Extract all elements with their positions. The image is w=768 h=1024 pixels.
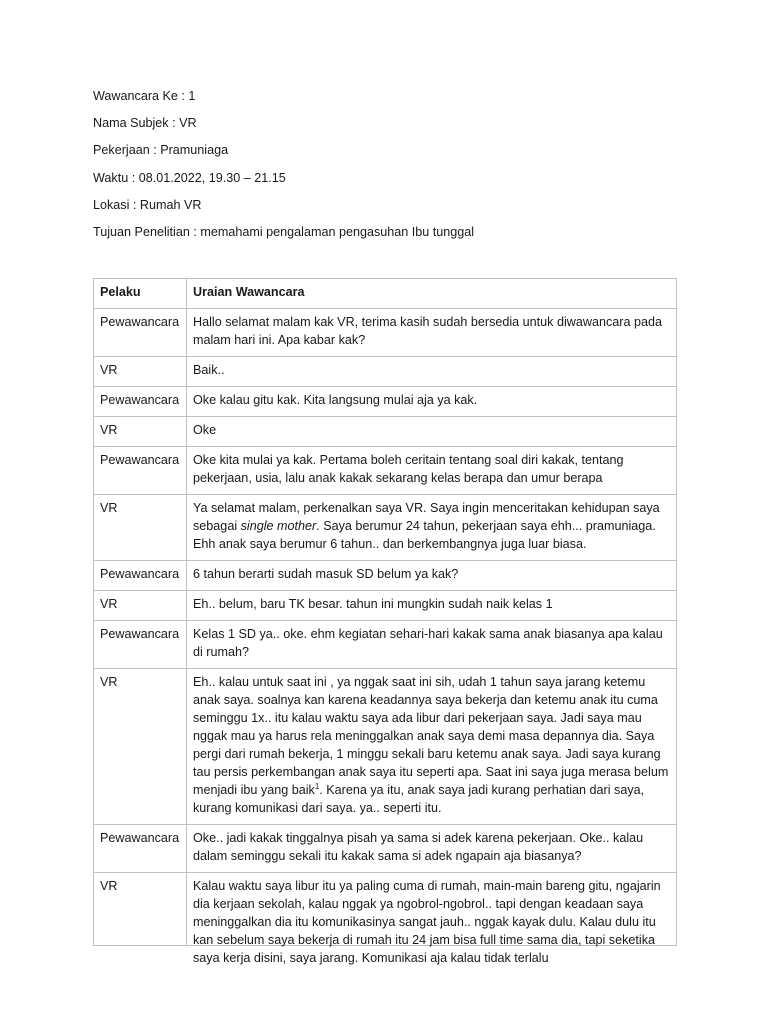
speaker-cell: VR bbox=[94, 495, 187, 561]
interview-location: Lokasi : Rumah VR bbox=[93, 197, 202, 212]
transcript-cell: Oke kita mulai ya kak. Pertama boleh ceritain tentang soal diri kakak, tentang pekerjaan, usia, lalu anak kakak sekarang kelas berapa dan umur berapa bbox=[187, 447, 677, 495]
transcript-text: Eh.. kalau untuk saat ini , ya nggak saat ini sih, udah 1 tahun saya jarang ketemu anak saya. soalnya kan karena keadannya saya bekerja dan ketemu anak itu cuma seminggu 1x.. itu kalau waktu saya ada libur dari pekerjaan saya. Jadi saya mau nggak mau ya harus rela meninggalkan anak saya demi masa depannya dia. Saya pergi dari rumah bekerja, 1 minggu sekali baru ketemu anak saya. Jadi saya kurang tau persis perkembangan anak saya itu seperti apa. Saat ini saya juga merasa belum menjadi ibu yang baik bbox=[193, 675, 669, 797]
transcript-cell: Eh.. belum, baru TK besar. tahun ini mungkin sudah naik kelas 1 bbox=[187, 591, 677, 621]
transcript-cell: Baik.. bbox=[187, 357, 677, 387]
table-row bbox=[94, 495, 677, 561]
speaker-cell: VR bbox=[94, 357, 187, 387]
transcript-text: . Saya berumur 24 tahun, pekerjaan saya ehh... pramuniaga. Ehh anak saya berumur 6 tahun.. dan berkembangnya juga luar biasa. bbox=[193, 519, 656, 551]
interview-table bbox=[93, 278, 677, 965]
table-row bbox=[94, 387, 677, 417]
transcript-text: . Karena ya itu, anak saya jadi kurang perhatian dari saya, kurang komunikasi dari saya. ya.. seperti itu. bbox=[193, 783, 645, 815]
research-purpose: Tujuan Penelitian : memahami pengalaman pengasuhan Ibu tunggal bbox=[93, 224, 475, 239]
speaker-cell: Pewawancara bbox=[94, 447, 187, 495]
speaker-cell: Pewawancara bbox=[94, 621, 187, 669]
speaker-cell: VR bbox=[94, 669, 187, 825]
transcript-cell: Oke kalau gitu kak. Kita langsung mulai aja ya kak. bbox=[187, 387, 677, 417]
transcript-cell: Kelas 1 SD ya.. oke. ehm kegiatan sehari-hari kakak sama anak biasanya apa kalau di rumah? bbox=[187, 621, 677, 669]
transcript-text: Ya selamat malam, perkenalkan saya VR. Saya ingin menceritakan kehidupan saya sebagai bbox=[193, 501, 660, 533]
table-row bbox=[94, 357, 677, 387]
transcript-cell: Oke bbox=[187, 417, 677, 447]
table-row bbox=[94, 417, 677, 447]
table-header-row bbox=[94, 279, 677, 309]
transcript-text-truncated: Kalau waktu saya libur itu ya paling cuma di rumah, main-main bareng gitu, ngajarin dia kerjaan sekolah, kalau nggak ya ngobrol-ngobrol.. tapi dengan keadaan saya meninggalkan dia itu komunikasinya sangat jauh.. nggak kayak dulu. Kalau dulu itu kan sebelum saya bekerja di rumah itu 24 jam bisa full time sama dia, tapi seketika saya kerja disini, saya jarang. Komunikasi aja kalau tidak terlalu bbox=[193, 879, 661, 965]
speaker-cell: Pewawancara bbox=[94, 825, 187, 873]
header-transcript: Uraian Wawancara bbox=[187, 279, 677, 309]
table-row bbox=[94, 561, 677, 591]
subject-job: Pekerjaan : Pramuniaga bbox=[93, 143, 229, 158]
speaker-cell: Pewawancara bbox=[94, 561, 187, 591]
transcript-cell bbox=[187, 495, 677, 561]
interview-number: Wawancara Ke : 1 bbox=[93, 89, 196, 103]
footnote-marker: 1 bbox=[314, 781, 320, 791]
table-row bbox=[94, 669, 677, 825]
emphasis-text: single mother bbox=[240, 519, 317, 533]
speaker-cell: VR bbox=[94, 417, 187, 447]
subject-name: Nama Subjek : VR bbox=[93, 116, 197, 131]
speaker-cell: Pewawancara bbox=[94, 309, 187, 357]
transcript-cell: 6 tahun berarti sudah masuk SD belum ya kak? bbox=[187, 561, 677, 591]
table-row bbox=[94, 591, 677, 621]
table-row bbox=[94, 825, 677, 873]
table-row bbox=[94, 873, 677, 946]
table-row bbox=[94, 447, 677, 495]
speaker-cell: VR bbox=[94, 591, 187, 621]
table-row bbox=[94, 309, 677, 357]
transcript-cell bbox=[187, 669, 677, 825]
interview-time: Waktu : 08.01.2022, 19.30 – 21.15 bbox=[93, 170, 286, 185]
table-row bbox=[94, 621, 677, 669]
speaker-cell: VR bbox=[94, 873, 187, 946]
speaker-cell: Pewawancara bbox=[94, 387, 187, 417]
transcript-cell: Hallo selamat malam kak VR, terima kasih sudah bersedia untuk diwawancara pada malam hari ini. Apa kabar kak? bbox=[187, 309, 677, 357]
header-speaker: Pelaku bbox=[94, 279, 187, 309]
transcript-cell bbox=[187, 873, 677, 965]
interview-metadata bbox=[93, 84, 474, 247]
transcript-cell: Oke.. jadi kakak tinggalnya pisah ya sama si adek karena pekerjaan. Oke.. kalau dalam seminggu sekali itu kakak sama si adek ngapain aja biasanya? bbox=[187, 825, 677, 873]
